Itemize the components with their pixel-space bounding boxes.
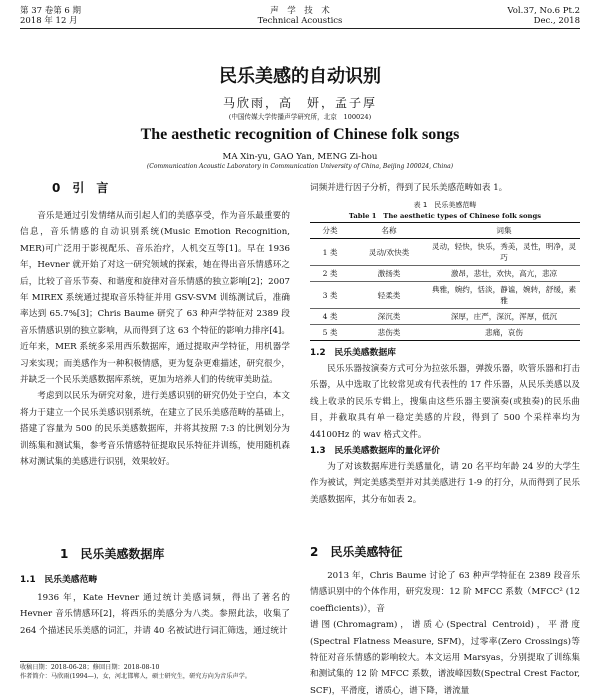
table-cell-category: 5 类 (310, 325, 350, 341)
header-date-cn: 2018 年 12 月 (20, 16, 78, 26)
subsection-1-1-wrap (20, 572, 290, 588)
table-cell-category: 3 类 (310, 282, 350, 309)
right-column-section-2 (310, 568, 580, 695)
table-cell-words: 典雅，婉约，恬淡，静谧，婉转，舒缓，素雅 (428, 282, 580, 309)
table-cell-name: 轻柔类 (350, 282, 428, 309)
section-1-heading-wrap (60, 546, 290, 562)
table-cell-words: 灵动，轻快，快乐，秀美，灵性，明净，灵巧 (428, 239, 580, 266)
page-title-en: The aesthetic recognition of Chinese folk songs (140, 126, 460, 143)
header-journal-cn: 声 学 技 术 (270, 6, 330, 16)
table-row (310, 309, 580, 325)
table-row (310, 282, 580, 309)
affiliation-cn: (中国传媒大学传播声学研究所，北京 100024) (228, 113, 372, 121)
footnote-rule (20, 661, 110, 662)
section-2-paragraph-2: 谱图(Chromagram)，谱质心(Spectral Centroid)，平滑度(Spectral Flatness Measure, SFM)，过零率(Zero Crossings)等特征对音乐情感的影响较大。本文运用 Marsyas，分别提取了训练集和测试集的 12 阶 MFCC 系数，谱波峰因数(Spectral Crest Factor, SCF)，平滑度，谱质心，谱下降，谱流量 (310, 620, 580, 695)
header-volume-cn: 第 37 卷第 6 期 (20, 6, 82, 16)
section-0-heading-wrap (52, 180, 302, 196)
section-1-2-paragraph: 民乐乐器按演奏方式可分为拉弦乐器，弹拨乐器，吹管乐器和打击乐器，从中选取了比较常见或有代表性的 17 件乐器，从民乐美感以及线上收录的民乐专辑上，搜集由这些乐器主要演奏(或独奏)的民乐曲目，并截取具有单一稳定美感的片段，得到了 500 个采样率均为 44100Hz 的 wav 格式文件。 (310, 364, 580, 440)
authors-cn: 马欣雨，高 妍，孟子厚 (222, 96, 377, 110)
table-cell-words: 深厚，庄严，深沉，浑厚，低沉 (428, 309, 580, 325)
section-2-paragraph-1: 2013 年，Chris Baume 讨论了 63 种声学特征在 2389 段音乐情感识别中的个体作用，研究发现：12 阶 MFCC 系数（MFCC² (12 coefficients)），音 (310, 571, 580, 614)
section-1-3-paragraph: 为了对该数据库进行美感量化，请 20 名平均年龄 24 岁的大学生作为被试，判定美感类型并对其美感进行 1-9 的打分，从而得到了民乐美感数据库，其分布如表 2。 (310, 462, 580, 505)
aesthetic-types-table (310, 222, 580, 341)
footnote-author: 作者简介：马欣雨(1994—)，女，河北邯郸人，硕士研究生，研究方向为音乐声学。 (20, 672, 251, 680)
header-date-en: Dec., 2018 (533, 16, 580, 26)
table-cell-words: 激昂，悲壮，欢快，高亢，悲凉 (428, 266, 580, 282)
table-cell-name: 激扬类 (350, 266, 428, 282)
left-column-bottom (20, 590, 290, 640)
subsection-1-1-heading: 1.1 民乐美感范畴 (20, 575, 98, 585)
table-header-category: 分类 (310, 223, 350, 239)
table-cell-name: 深沉类 (350, 309, 428, 325)
authors-en: MA Xin-yu, GAO Yan, MENG Zi-hou (222, 152, 378, 162)
table-cell-category: 1 类 (310, 239, 350, 266)
table-header-name: 名称 (350, 223, 428, 239)
table-cell-category: 4 类 (310, 309, 350, 325)
left-column (20, 208, 290, 471)
table-row (310, 325, 580, 341)
section-0-heading: 0 引 言 (52, 181, 109, 195)
page-title-cn: 民乐美感的自动识别 (219, 66, 381, 87)
table-cell-category: 2 类 (310, 266, 350, 282)
section-2-heading: 2 民乐美感特征 (310, 545, 403, 559)
table-row (310, 239, 580, 266)
table-cell-name: 灵动/欢快类 (350, 239, 428, 266)
right-column-intro (310, 180, 580, 196)
table-caption-cn: 表 1 民乐美感范畴 (413, 201, 477, 209)
header-journal-en: Technical Acoustics (257, 16, 343, 26)
table-header-row (310, 223, 580, 239)
table-caption-en: Table 1 The aesthetic types of Chinese folk songs (348, 212, 542, 220)
intro-paragraph-2: 考虑到以民乐为研究对象，进行美感识别的研究仍处于空白，本文将力于建立一个民乐美感识别系统，在建立了民乐美感范畴的基础上，搭建了容量为 500 的民乐美感数据库，并将其按照 7:3 的比例划分为训练集和测试集，参考音乐情感特征提取民乐特征并训练，使用随机森林对测试集的美感进行识别，效果较好。 (20, 391, 290, 468)
aesthetic-types-table-wrap (310, 222, 580, 341)
affiliation-en: (Communication Acoustic Laboratory in Communication University of China, Beijing 100024, China) (146, 163, 454, 170)
header-volume-en: Vol.37, No.6 Pt.2 (507, 6, 580, 16)
table-cell-name: 悲伤类 (350, 325, 428, 341)
table-header-words: 词集 (428, 223, 580, 239)
footnotes (20, 664, 290, 681)
table-intro-paragraph: 词频并进行因子分析，得到了民乐美感范畴如表 1。 (310, 183, 508, 193)
subsection-1-3-heading: 1.3 民乐美感数据库的量化评价 (310, 446, 440, 457)
section-1-1-paragraph: 1936 年，Kate Hevner 通过统计美感词频，得出了著名的 Hevner 音乐情感环[2]，将西乐的美感分为八类。参照此法，收集了 264 个描述民乐美感的词汇，并请 40 名被试进行词汇筛选，通过统计 (20, 593, 290, 636)
table-row (310, 266, 580, 282)
section-2-heading-wrap (310, 544, 580, 560)
subsection-1-2-heading: 1.2 民乐美感数据库 (310, 348, 396, 358)
header-rule (20, 28, 580, 29)
table-cell-words: 悲痛，哀伤 (428, 325, 580, 341)
intro-paragraph-1: 音乐是通过引发情绪从而引起人们的美感享受，作为音乐最重要的信息，音乐情感的自动识别系统(Music Emotion Recognition, MER)可广泛用于影视配乐、音乐治疗，人机交互等[1]。早在 1936 年，Hevner 就开始了对这一研究领域的探索，她在得出音乐情感环之后，比较了音乐节奏、和谐度和旋律对音乐情感的独立影响[2]；2007 年 MIREX 系统通过提取音乐特征并用 GSV-SVM 训练测试后，准确率达到 65.7%[3]；Chris Baume 研究了 63 种声学特征对 2389 段音乐情感识别的独立影响，从而得到了这 63 个特征的影响力排序[4]。近年来，MER 系统多采用西乐数据库，通过提取声学特征，用机器学习来实现；而美感作为一种积极情感，更为复杂更难描述，研究很少，并缺乏一个民乐美感数据库系统，更加为培养人们的传统审美助益。 (20, 211, 290, 386)
footnote-received: 收稿日期：2018-06-28；修回日期：2018-08-10 (20, 664, 160, 671)
right-column-body (310, 345, 580, 508)
section-1-heading: 1 民乐美感数据库 (60, 547, 165, 561)
